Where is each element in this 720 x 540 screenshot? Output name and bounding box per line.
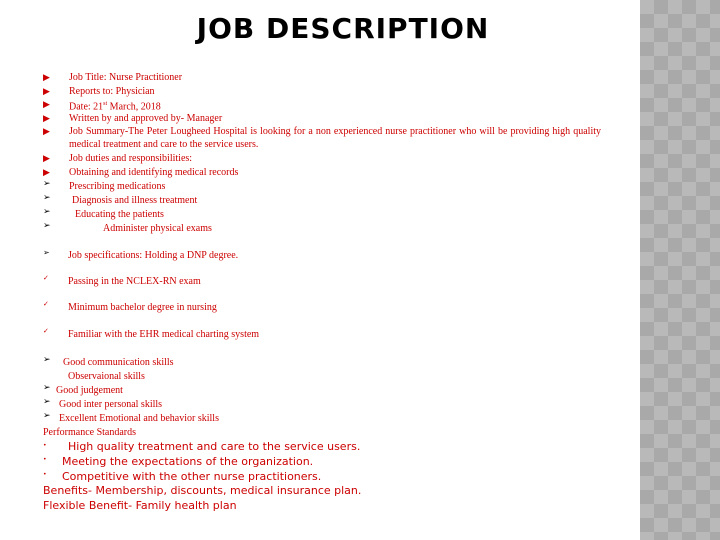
check-bullet-icon: ✓ [43, 274, 49, 282]
triangle-bullet-icon: ▶ [43, 99, 50, 109]
chevron-bullet-icon: ➢ [43, 221, 51, 231]
spec-item: Passing in the NCLEX-RN exam [68, 276, 201, 287]
duty-item: Administer physical exams [103, 223, 212, 234]
chevron-bullet-icon: ➢ [43, 355, 51, 365]
triangle-bullet-icon: ▶ [43, 113, 50, 123]
performance-item: Meeting the expectations of the organization. [62, 455, 314, 468]
date-line: Date: 21st March, 2018 [69, 101, 161, 113]
chevron-bullet-icon: ➢ [43, 248, 50, 257]
chevron-bullet-icon: ➢ [43, 397, 51, 407]
triangle-bullet-icon: ▶ [43, 126, 50, 136]
performance-item: High quality treatment and care to the service users. [68, 440, 361, 453]
dot-bullet-icon: • [43, 471, 47, 478]
spec-item: Minimum bachelor degree in nursing [68, 302, 217, 313]
performance-heading: Performance Standards [43, 427, 137, 438]
job-summary: Job Summary-The Peter Lougheed Hospital is looking for a non experienced nurse practitioner who will be providing high quality medical treatment and care to the service users. [69, 126, 601, 150]
skill-item: Good communication skills [63, 357, 174, 368]
triangle-bullet-icon: ▶ [43, 153, 50, 163]
flexible-benefit-line: Flexible Benefit- Family health plan [43, 499, 237, 512]
check-bullet-icon: ✓ [43, 327, 49, 335]
reports-to: Reports to: Physician [69, 86, 155, 97]
benefits-line: Benefits- Membership, discounts, medical insurance plan. [43, 484, 362, 497]
chevron-bullet-icon: ➢ [43, 193, 51, 203]
performance-item: Competitive with the other nurse practitioners. [62, 470, 322, 483]
job-duties-heading: Job duties and responsibilities: [69, 153, 193, 164]
spec-item: Job specifications: Holding a DNP degree. [68, 250, 239, 261]
dot-bullet-icon: • [43, 456, 47, 463]
chevron-bullet-icon: ➢ [43, 207, 51, 217]
skill-item: Observaional skills [68, 371, 145, 382]
chevron-bullet-icon: ➢ [43, 411, 51, 421]
triangle-bullet-icon: ▶ [43, 167, 50, 177]
chevron-bullet-icon: ➢ [43, 179, 51, 189]
duty-item: Diagnosis and illness treatment [72, 195, 198, 206]
spec-item: Familiar with the EHR medical charting system [68, 329, 260, 340]
duty-item: Prescribing medications [69, 181, 166, 192]
triangle-bullet-icon: ▶ [43, 86, 50, 96]
skill-item: Good judgement [56, 385, 123, 396]
dot-bullet-icon: • [43, 442, 47, 449]
page-title: JOB DESCRIPTION [196, 12, 490, 45]
duty-item: Educating the patients [75, 209, 164, 220]
job-title: Job Title: Nurse Practitioner [69, 72, 183, 83]
triangle-bullet-icon: ▶ [43, 72, 50, 82]
written-by: Written by and approved by- Manager [69, 113, 223, 124]
side-pattern-decoration [640, 0, 720, 540]
skill-item: Good inter personal skills [59, 399, 163, 410]
chevron-bullet-icon: ➢ [43, 383, 51, 393]
check-bullet-icon: ✓ [43, 300, 49, 308]
skill-item: Excellent Emotional and behavior skills [59, 413, 219, 424]
duty-records: Obtaining and identifying medical records [69, 167, 239, 178]
